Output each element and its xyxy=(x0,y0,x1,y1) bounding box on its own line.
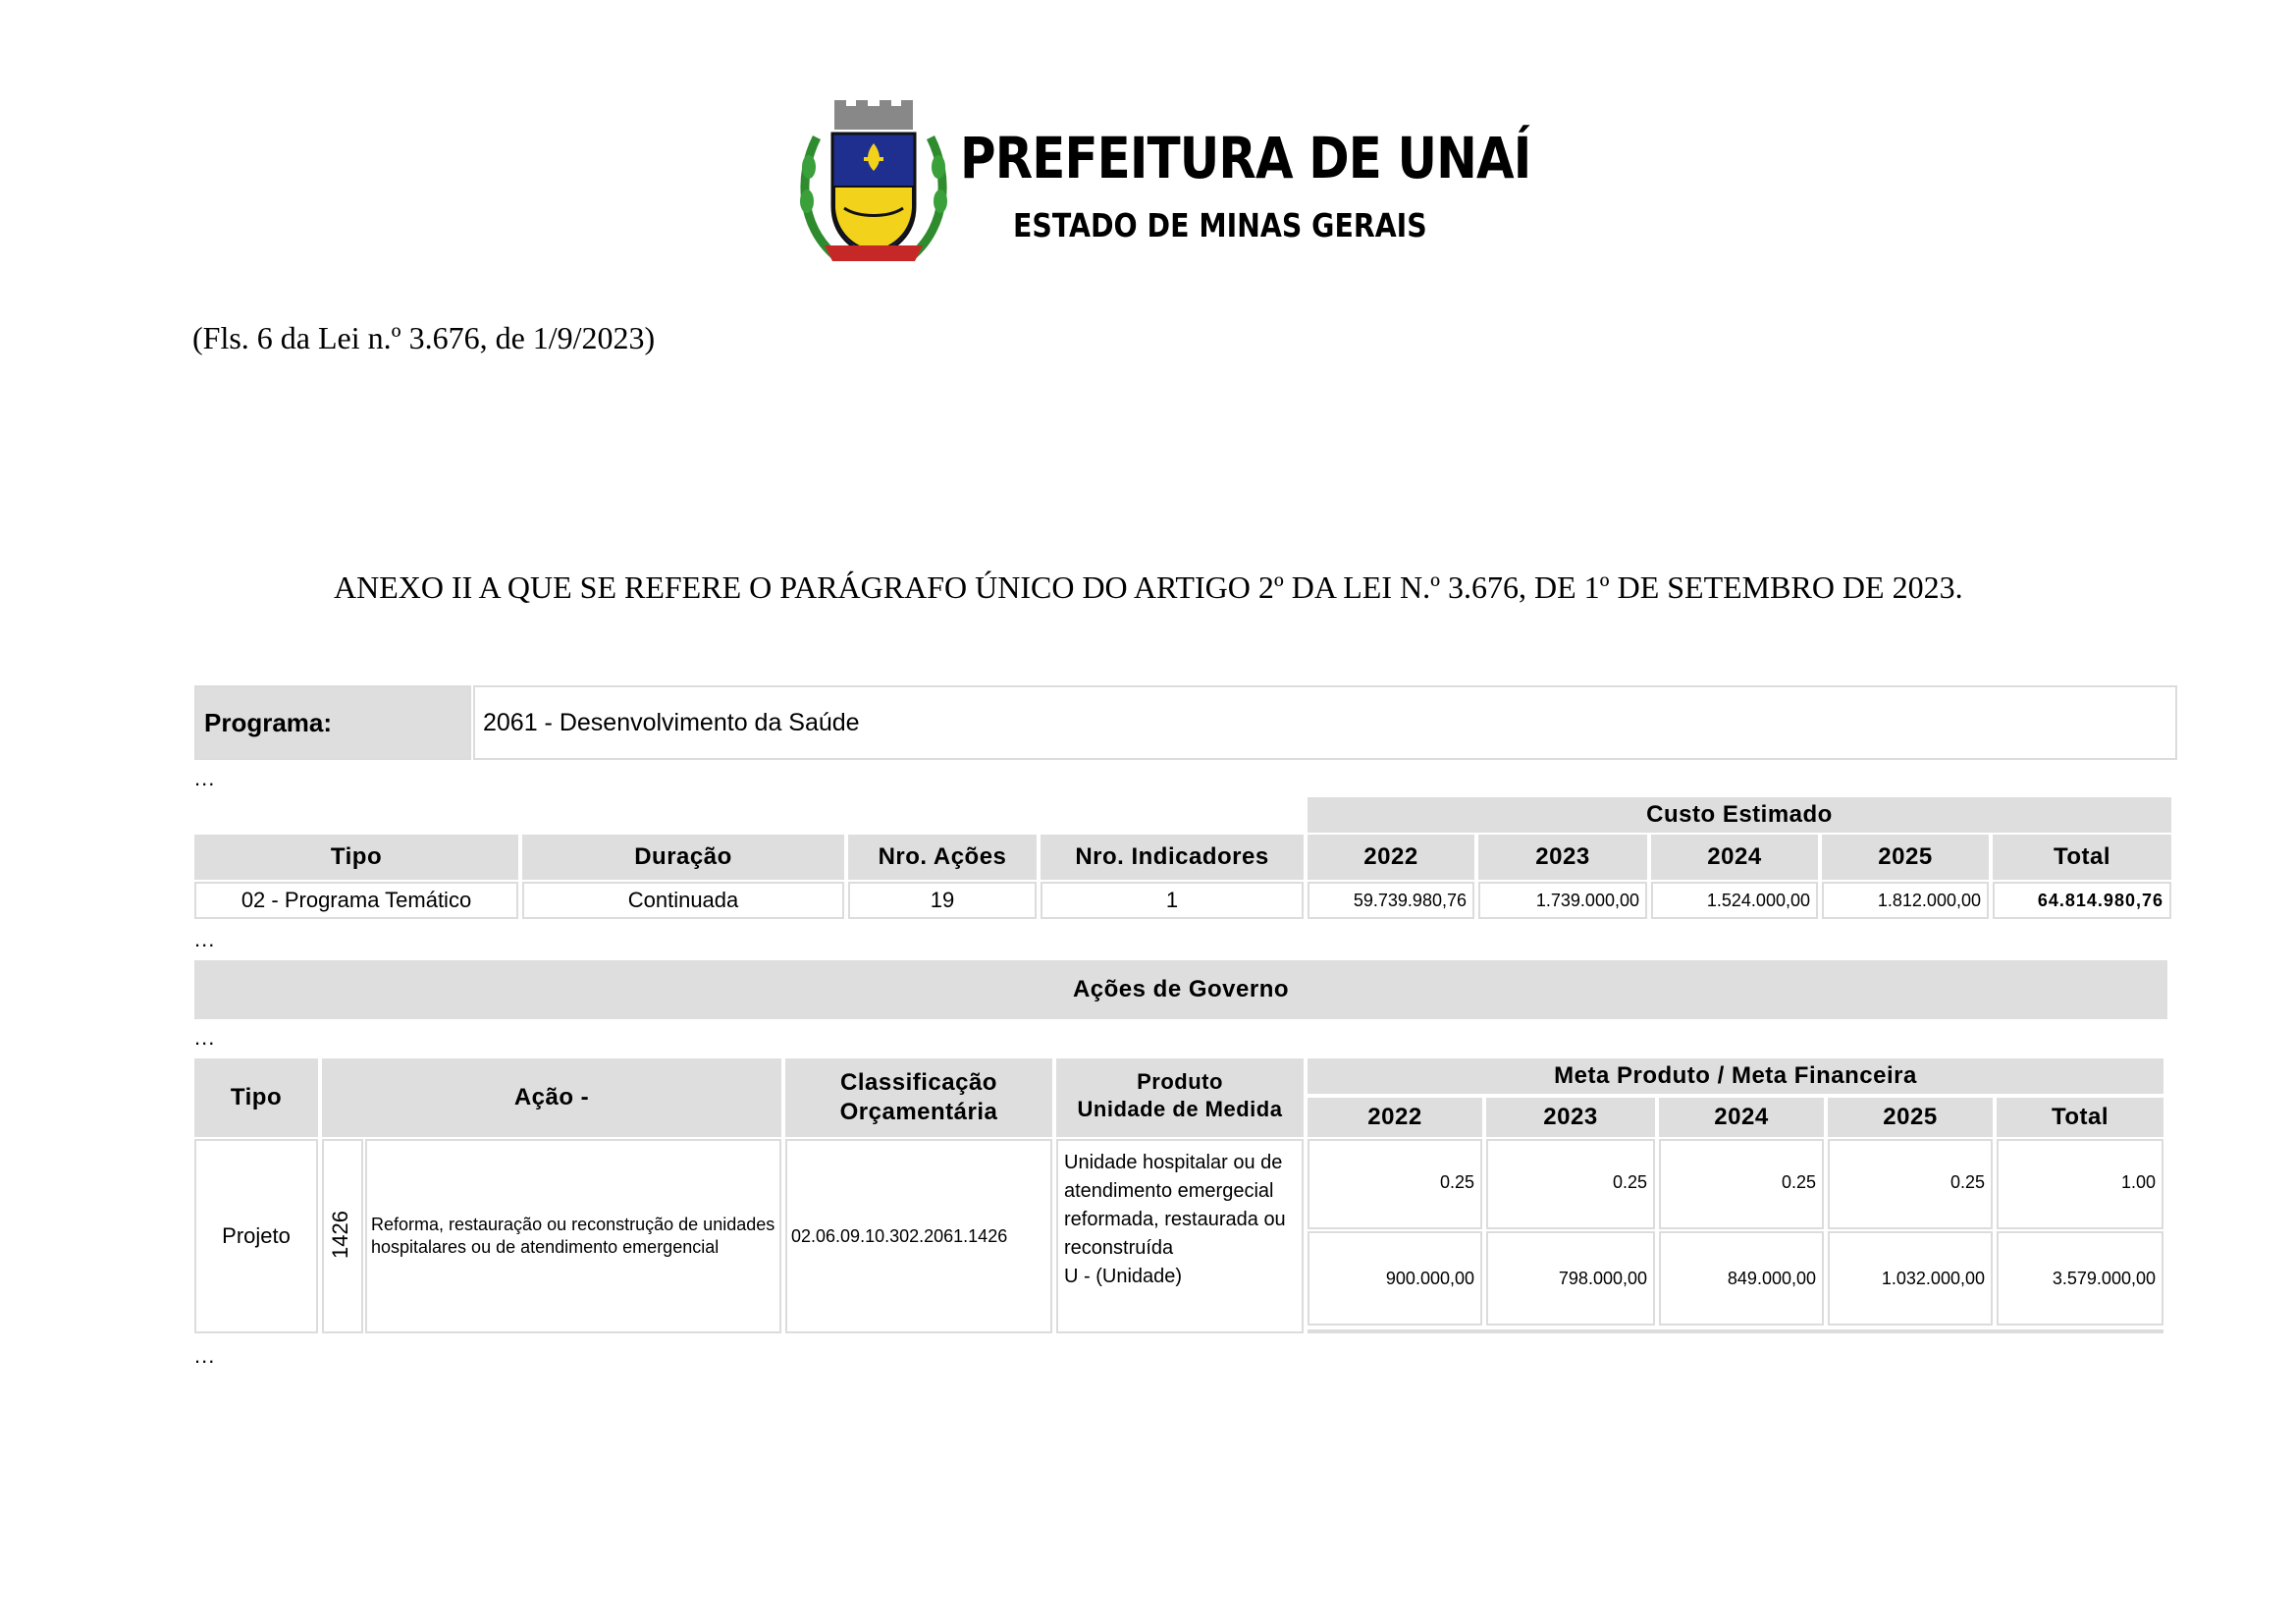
produto-label: Produto xyxy=(1137,1069,1223,1094)
acao-codigo: 1426 xyxy=(328,1211,352,1259)
meta-group-header: Meta Produto / Meta Financeira xyxy=(1308,1058,2163,1094)
meta-fisica-2023: 0.25 xyxy=(1486,1139,1655,1229)
col-header-2023: 2023 xyxy=(1478,835,1647,880)
acao-classificacao-cell xyxy=(785,1139,1052,1333)
programa-custo-2023-cell: 1.739.000,00 xyxy=(1478,882,1647,919)
unidade-medida-label: Unidade de Medida xyxy=(1077,1096,1283,1121)
page-subtitle: ESTADO DE MINAS GERAIS xyxy=(1013,206,1427,244)
programa-nro-acoes-cell: 19 xyxy=(848,882,1037,919)
col-header-nro-acoes: Nro. Ações xyxy=(848,835,1037,880)
meta-header-total: Total xyxy=(1997,1098,2163,1137)
meta-fisica-total: 1.00 xyxy=(1997,1139,2163,1229)
col-header-duracao: Duração xyxy=(522,835,844,880)
annex-title: ANEXO II A QUE SE REFERE O PARÁGRAFO ÚNICO DO ARTIGO 2º DA LEI N.º 3.676, DE 1º DE SETEMBRO DE 2023. xyxy=(334,569,1963,605)
acao-descricao-cell xyxy=(365,1139,781,1333)
law-reference: (Fls. 6 da Lei n.º 3.676, de 1/9/2023) xyxy=(192,320,656,355)
page-title: PREFEITURA DE UNAÍ xyxy=(960,125,1531,191)
meta-financeira-total: 3.579.000,00 xyxy=(1997,1231,2163,1326)
acoes-header-acao: Ação - xyxy=(322,1058,781,1137)
col-header-total: Total xyxy=(1993,835,2171,880)
meta-financeira-2022: 900.000,00 xyxy=(1308,1231,1482,1326)
programa-custo-2022-cell: 59.739.980,76 xyxy=(1308,882,1474,919)
meta-financeira-2025: 1.032.000,00 xyxy=(1828,1231,1993,1326)
programa-custo-total-cell: 64.814.980,76 xyxy=(1993,882,2171,919)
meta-financeira-2023: 798.000,00 xyxy=(1486,1231,1655,1326)
ellipsis-4: ... xyxy=(194,1343,216,1368)
programa-tipo-cell: 02 - Programa Temático xyxy=(194,882,518,919)
meta-header-2024: 2024 xyxy=(1659,1098,1824,1137)
col-header-nro-indicadores: Nro. Indicadores xyxy=(1041,835,1304,880)
programa-nro-indicadores-cell: 1 xyxy=(1041,882,1304,919)
meta-fisica-2022: 0.25 xyxy=(1308,1139,1482,1229)
acoes-header-produto xyxy=(1056,1058,1304,1137)
meta-header-2022: 2022 xyxy=(1308,1098,1482,1137)
coat-of-arms-icon xyxy=(795,98,952,267)
meta-header-2023: 2023 xyxy=(1486,1098,1655,1137)
meta-fisica-2025: 0.25 xyxy=(1828,1139,1993,1229)
col-header-2022: 2022 xyxy=(1308,835,1474,880)
col-header-tipo: Tipo xyxy=(194,835,518,880)
col-header-2024: 2024 xyxy=(1651,835,1818,880)
acao-descricao: Reforma, restauração ou reconstrução de unidades hospitalares ou de atendimento emergencial xyxy=(371,1214,775,1257)
acao-classificacao: 02.06.09.10.302.2061.1426 xyxy=(791,1225,1008,1246)
acao-produto-cell xyxy=(1056,1139,1304,1333)
acao-unidade: U - (Unidade) xyxy=(1064,1266,1183,1287)
table-bottom-divider xyxy=(1308,1329,2163,1333)
ellipsis-1: ... xyxy=(194,766,216,790)
acoes-de-governo-title: Ações de Governo xyxy=(194,960,2167,1019)
custo-estimado-header: Custo Estimado xyxy=(1308,797,2171,833)
programa-value: 2061 - Desenvolvimento da Saúde xyxy=(473,685,2177,760)
acoes-header-tipo: Tipo xyxy=(194,1058,318,1137)
acoes-header-classificacao: Classificação Orçamentária xyxy=(785,1058,1052,1137)
ellipsis-3: ... xyxy=(194,1025,216,1050)
acao-tipo-cell: Projeto xyxy=(194,1139,318,1333)
meta-fisica-2024: 0.25 xyxy=(1659,1139,1824,1229)
programa-duracao-cell: Continuada xyxy=(522,882,844,919)
programa-custo-2025-cell: 1.812.000,00 xyxy=(1822,882,1989,919)
col-header-2025: 2025 xyxy=(1822,835,1989,880)
ellipsis-2: ... xyxy=(194,927,216,951)
meta-header-2025: 2025 xyxy=(1828,1098,1993,1137)
acao-codigo-cell xyxy=(322,1139,363,1333)
programa-custo-2024-cell: 1.524.000,00 xyxy=(1651,882,1818,919)
acao-produto: Unidade hospitalar ou de atendimento emergecial reformada, restaurada ou reconstruída xyxy=(1064,1152,1286,1259)
meta-financeira-2024: 849.000,00 xyxy=(1659,1231,1824,1326)
programa-label: Programa: xyxy=(194,685,471,760)
